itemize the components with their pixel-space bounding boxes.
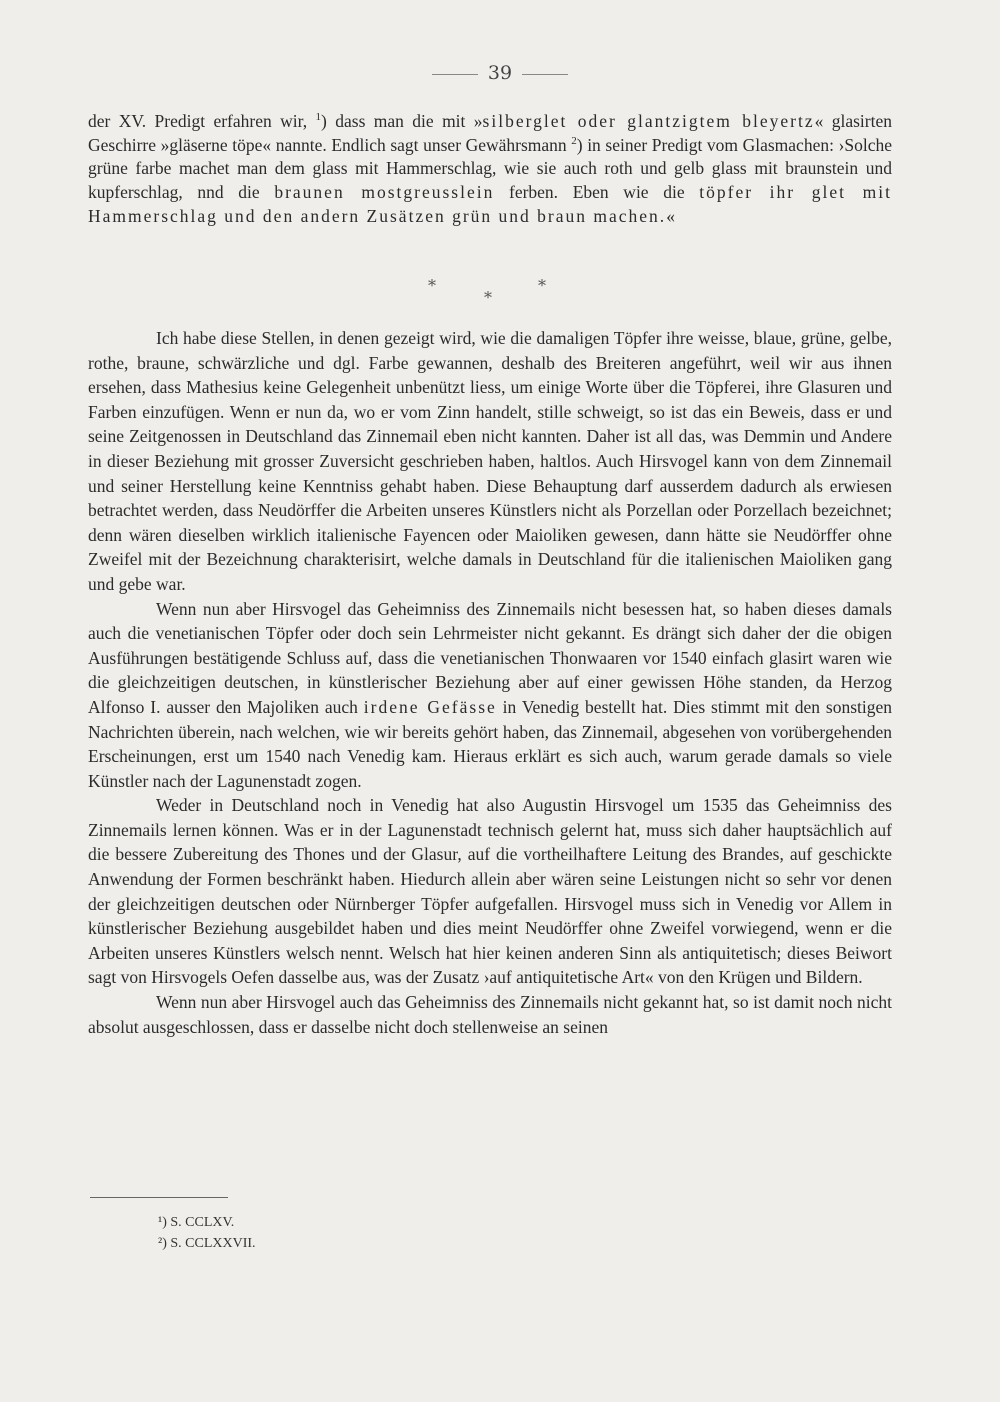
opening-paragraph — [88, 110, 892, 229]
footnote-1 — [158, 1212, 256, 1233]
text-segment: der XV. Predigt erfahren wir, — [88, 111, 308, 131]
main-text — [88, 326, 892, 1039]
header-rule-right — [522, 74, 568, 75]
footnote-ref-1: 1 — [315, 111, 322, 124]
paragraph-3: Weder in Deutschland noch in Venedig hat also Augustin Hirsvogel um 1535 das Geheimniss des Zinnemails lernen können. Was er in der Lagunenstadt technisch gelernt hat, muss sich daher hauptsächlich auf die bessere Zubereitung des Thones und der Glasur, auf die vortheilhaftere Leitung des Brandes, auf geschickte Anwendung der Formen beschränkt haben. Hiedurch allein aber wären seine Leistungen nicht so sehr vor denen der gleichzeitigen deutschen oder Nürnberger Töpfer aufgefallen. Hirsvogel muss sich in Venedig vor Allem in künstlerischer Beziehung ausgebildet haben und dies meint Neudörffer ohne Zweifel vorwiegend, wenn er die Arbeiten unseres Künstlers welsch nennt. Welsch hat hier keinen anderen Sinn als antiquitetisch; dieses Beiwort sagt von Hirsvogels Oefen dasselbe aus, was der Zusatz ›auf antiquitetische Art« von den Krügen und Bildern. — [88, 795, 892, 988]
footnote-rule — [90, 1197, 228, 1198]
text-segment: « — [666, 205, 675, 226]
text-segment: ferben. Eben wie die — [494, 182, 700, 203]
paragraph-2 — [88, 597, 892, 794]
spaced-text: irdene Gefässe — [363, 696, 497, 717]
footnote-ref-2: 2 — [571, 134, 577, 147]
footnote-text: S. CCLXXVII. — [170, 1236, 256, 1251]
text-segment: ) in seiner Predigt vom Glasmachen: ›Solche grüne farbe machet man dem glass mit Hammerschlag, wie sie auch roth und gelb glass mit braunstein und kupferschlag, nnd die — [88, 134, 893, 203]
spaced-text: töpfer ihr glet mit Hammerschlag und den andern Zusätzen grün und braun machen. — [88, 182, 892, 226]
header-rule-left — [432, 74, 478, 75]
footnote-mark: ¹) — [158, 1215, 167, 1230]
text-segment: ) dass man die mit » — [321, 111, 483, 131]
page-number: 39 — [487, 62, 513, 84]
spaced-text: braunen mostgreusslein — [274, 182, 495, 203]
opening-text — [88, 110, 892, 229]
text-segment: « glasirten Geschirre »gläserne töpe« nannte. Endlich sagt unser Gewährsmann — [88, 111, 892, 155]
text-segment: in Venedig bestellt hat. Dies stimmt mit den sonstigen Nachrichten überein, nach welchen, wie wir bereits gehört haben, das Zinnemail, abgesehen von vorübergehenden Erscheinungen, erst um 1540 nach Venedig kam. Hieraus erklärt es sich auch, warum gerade damals so viele Künstler nach der Lagunenstadt zogen. — [88, 696, 892, 791]
paragraph-1: Ich habe diese Stellen, in denen gezeigt wird, wie die damaligen Töpfer ihre weisse, blaue, grüne, gelbe, rothe, braune, schwärzliche und dgl. Farbe gewannen, deshalb des Breiteren angeführt, weil wir aus ihnen ersehen, dass Mathesius keine Gelegenheit unbenützt liess, um einige Worte über die Töpferei, ihre Glasuren und Farben einzufügen. Wenn er nun da, wo er vom Zinn handelt, stille schweigt, so ist das ein Beweis, dass er und seine Zeitgenossen in Deutschland das Zinnemail eben nicht kannten. Daher ist all das, was Demmin und Andere in dieser Beziehung mit grosser Zuversicht geschrieben haben, haltlos. Auch Hirsvogel kann von dem Zinnemail und seiner Herstellung keine Kenntniss gehabt haben. Diese Behauptung darf ausserdem dadurch als erwiesen betrachtet werden, dass Neudörffer die Arbeiten unseres Künstlers nicht als Porzellan oder Porzellach bezeichnet; denn wären dieselben wirklich italienische Fayencen oder Maioliken gewesen, dann hätte sie Neudörffer ohne Zweifel mit der Bezeichnung charakterisirt, welche damals in Deutschland für die italienischen Maioliken gang und gebe war. — [88, 328, 892, 594]
footnote-2 — [158, 1233, 256, 1254]
footnote-mark: ²) — [158, 1236, 167, 1251]
separator-star: * — [484, 288, 492, 307]
separator-star: * — [538, 276, 546, 295]
spaced-text: silberglet oder glantzigtem bleyertz — [482, 111, 815, 131]
section-separator — [0, 272, 1000, 312]
footnotes — [158, 1212, 256, 1254]
page-header — [0, 62, 1000, 84]
separator-star: * — [428, 276, 436, 295]
text-segment: Wenn nun aber Hirsvogel das Geheimniss des Zinnemails nicht besessen hat, so haben dieses damals auch die venetianischen Töpfer oder doch sein Lehrmeister nicht gekannt. Es drängt sich daher der die obigen Ausführungen bestätigende Schluss auf, dass die venetianischen Thonwaaren vor 1540 einfach glasirt waren wie die gleichzeitigen deutschen, in künstlerischer Beziehung aber auf einer gewissen Höhe standen, da Herzog Alfonso I. ausser den Majoliken auch — [88, 598, 892, 717]
paragraph-4: Wenn nun aber Hirsvogel auch das Geheimniss des Zinnemails nicht gekannt hat, so ist damit noch nicht absolut ausgeschlossen, dass er dasselbe nicht doch stellenweise an seinen — [88, 992, 892, 1037]
footnote-text: S. CCLXV. — [170, 1215, 235, 1230]
